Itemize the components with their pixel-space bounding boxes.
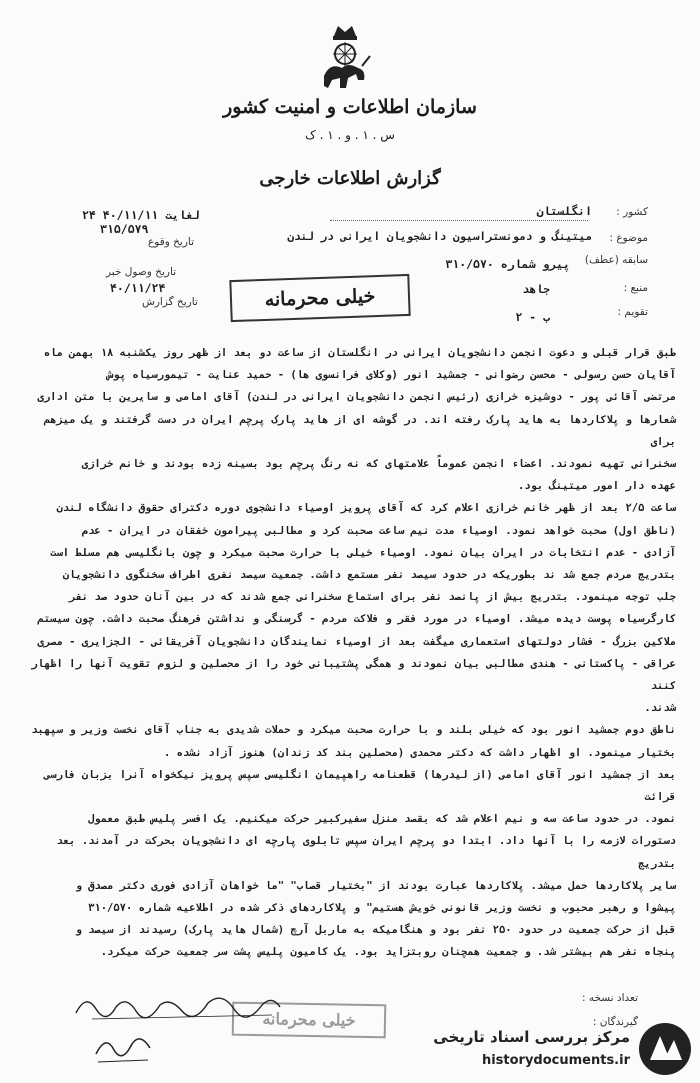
archive-logo-icon bbox=[636, 1020, 694, 1078]
body-line: پنجاه نفر هم بیشتر شد. و جمعیت همچنان روبتزاید بود. یک کامیون پلیس پشت سر جمعیت حرکت میکرد. bbox=[100, 946, 676, 959]
body-line: دستورات لازمه را با آنها داد. ابتدا دو پرچم ایران سپس تابلوی پارچه ای دانشجویان بحرکت در آمدند. بعد بتدریج bbox=[56, 835, 676, 870]
country-line bbox=[330, 220, 588, 221]
classification-stamp: خیلی محرمانه bbox=[229, 274, 410, 322]
body-line: بعد از جمشید انور آقای امامی (از لیدرها) قطعنامه راهپیمان انگلیسی سپس پرویز نیکخواه آنرا بزبان فارسی قرائت bbox=[43, 768, 676, 804]
body-line: طبق قرار قبلی و دعوت انجمن دانشجویان ایرانی در انگلستان از ساعت دو بعد از ظهر روز یکشنبه ۱۸ بهمن ماه bbox=[43, 347, 676, 359]
report-date-label: تاریخ گزارش bbox=[142, 296, 198, 308]
history-value: پیرو شماره ۳۱۰/۵۷۰ bbox=[445, 257, 570, 271]
body-line: مرتضی آقائی پور - دوشیزه خرازی (رئیس انجمن دانشجویان ایرانی در لندن) آقای امامی و سایرین با متن اداری bbox=[37, 391, 676, 404]
body-line: آقایان حسن رسولی - محسن رضوانی - جمشید انور (وکلای فرانسوی ها) - حمید عنایت - تیمورسیاه پوش bbox=[107, 369, 676, 382]
body-line: بتدریج مردم جمع شد ند بطوریکه در حدود سیصد نفر مستمع داشت. جمعیت سیصد نفری اطراف سخنگوی دانشجویان bbox=[62, 569, 676, 582]
organization-name: سازمان اطلاعات و امنیت کشور bbox=[223, 96, 477, 118]
body-line: سخنرانی تهیه نمودند. اعضاء انجمن عموماً علامتهای که نه رنگ پرچم بود بسینه زده بودند و خانم خرازی bbox=[81, 458, 676, 471]
rating-value: ب - ۲ bbox=[515, 310, 550, 324]
body-line: ناطق دوم جمشید انور بود که خیلی بلند و با حرارت صحبت میکرد و حملات شدیدی به جناب آقای نخست وزیر و سپهبد bbox=[31, 724, 676, 737]
body-line: آزادی - عدم انتخابات در ایران بیان نمود. اوصیاء خیلی با حرارت صحبت میکرد و چون بانگلیسی هم مسلط است bbox=[50, 546, 676, 559]
report-body bbox=[16, 342, 676, 964]
event-date-value2: ۳۱۵/۵۷۹ bbox=[100, 222, 149, 236]
body-line: عهده دار امور میتینگ بود. bbox=[517, 480, 676, 493]
classification-stamp-bottom: خیلی محرمانه bbox=[232, 1002, 387, 1039]
body-line: ملاکین بزرگ - فشار دولتهای استعماری میگفت بعد از اوصیاء نمایندگان دانشجویان آفریقائی - الجزایری - مصری bbox=[37, 635, 676, 648]
body-line: قبل از حرکت جمعیت در حدود ۲۵۰ نفر بود و هنگامیکه به ماربل آرچ (شمال هاید پارک) رسیدند از سیصد و bbox=[75, 924, 676, 937]
body-line: شعارها و پلاکاردها به هاید پارک رفته اند. در گوشه ای از هاید پارک پرچم ایران در دست گرفتند و یک میزهم برای bbox=[43, 413, 676, 448]
body-line: جلب توجه مینمود. بتدریج بیش از پانصد نفر برای استماع سخنرانی جمع شدند که در بین آنان حدود صد نفر bbox=[69, 591, 676, 604]
body-line: (ناطق اول) صحبت خواهد نمود. اوصیاء مدت نیم ساعت صحبت کرد و مطالبی پیرامون خفقان در ایران - عدم bbox=[81, 524, 676, 537]
history-label: سابقه (عطف) bbox=[584, 254, 648, 266]
handwritten-note-signature bbox=[72, 985, 284, 1025]
body-line: سایر پلاکاردها حمل میشد. پلاکاردها عبارت بودند از "بختیار قصاب" "ما خواهان آزادی فوری دکتر مصدق و bbox=[75, 879, 676, 892]
body-line: ساعت ۲/۵ بعد از ظهر خانم خرازی اعلام کرد که آقای پرویز اوصیاء دانشجوی دوره دکترای حقوق دانشگاه لندن bbox=[56, 502, 676, 515]
event-date-label: تاریخ وقوع bbox=[148, 236, 195, 248]
country-label: کشور : bbox=[616, 206, 648, 218]
copies-label: تعداد نسخه : bbox=[581, 992, 638, 1004]
event-date-value: ۲۴ لغایت ۴۰/۱۱/۱۱ bbox=[82, 208, 200, 222]
subject-value: میتینگ و دمونستراسیون دانشجویان ایرانی در لندن bbox=[287, 230, 592, 243]
receipt-date-value: ۴۰/۱۱/۲۴ bbox=[110, 281, 166, 295]
watermark bbox=[412, 1020, 694, 1078]
lion-and-sun-emblem-icon bbox=[318, 22, 372, 94]
source-label: منبع : bbox=[623, 282, 648, 294]
country-value: انگلستان bbox=[536, 204, 592, 218]
body-line: عراقی - پاکستانی - هندی مطالبی بیان نمودند و همگی پشتیبانی خود را از محصلین و لزوم تقویت آنها را اظهار کنند bbox=[31, 657, 676, 693]
body-line: پیشوا و رهبر محبوب و نخست وزیر قانونی خویش هستیم" و پلاکاردهای ذکر شده در اطلاعیه شماره ۳۱۰/۵۷۰ bbox=[88, 902, 676, 915]
initials-signature bbox=[92, 1030, 154, 1068]
watermark-url: historydocuments.ir bbox=[481, 1053, 630, 1068]
receipt-date-label: تاریخ وصول خبر bbox=[106, 266, 177, 278]
rating-label: تقویم : bbox=[617, 306, 648, 318]
recipients-label: گیرندگان : bbox=[592, 1016, 638, 1028]
body-line: نمود. در حدود ساعت سه و نیم اعلام شد که بقصد منزل سفیرکبیر حرکت میکنیم. یک افسر پلیس طبق معمول bbox=[88, 813, 676, 826]
body-line: شدند. bbox=[644, 702, 676, 715]
body-line: بختیار مینمود. او اظهار داشت که دکتر محمدی (محصلین بند کد زندان) هنوز آزاد نشده . bbox=[163, 746, 676, 759]
source-value: جاهد bbox=[522, 282, 550, 296]
body-line: کارگرسیاه پوست دیده میشد. اوصیاء در مورد فقر و فلاکت مردم - گرسنگی و نداشتن فرهنگ صحبت داشت. چون سیستم bbox=[37, 613, 676, 626]
subject-label: موضوع : bbox=[609, 232, 648, 244]
watermark-title: مرکز بررسی اسناد تاریخی bbox=[433, 1028, 630, 1046]
document-code: س . ۱ . و . ۱ . ک bbox=[305, 128, 395, 142]
report-title: گزارش اطلاعات خارجی bbox=[259, 168, 441, 189]
